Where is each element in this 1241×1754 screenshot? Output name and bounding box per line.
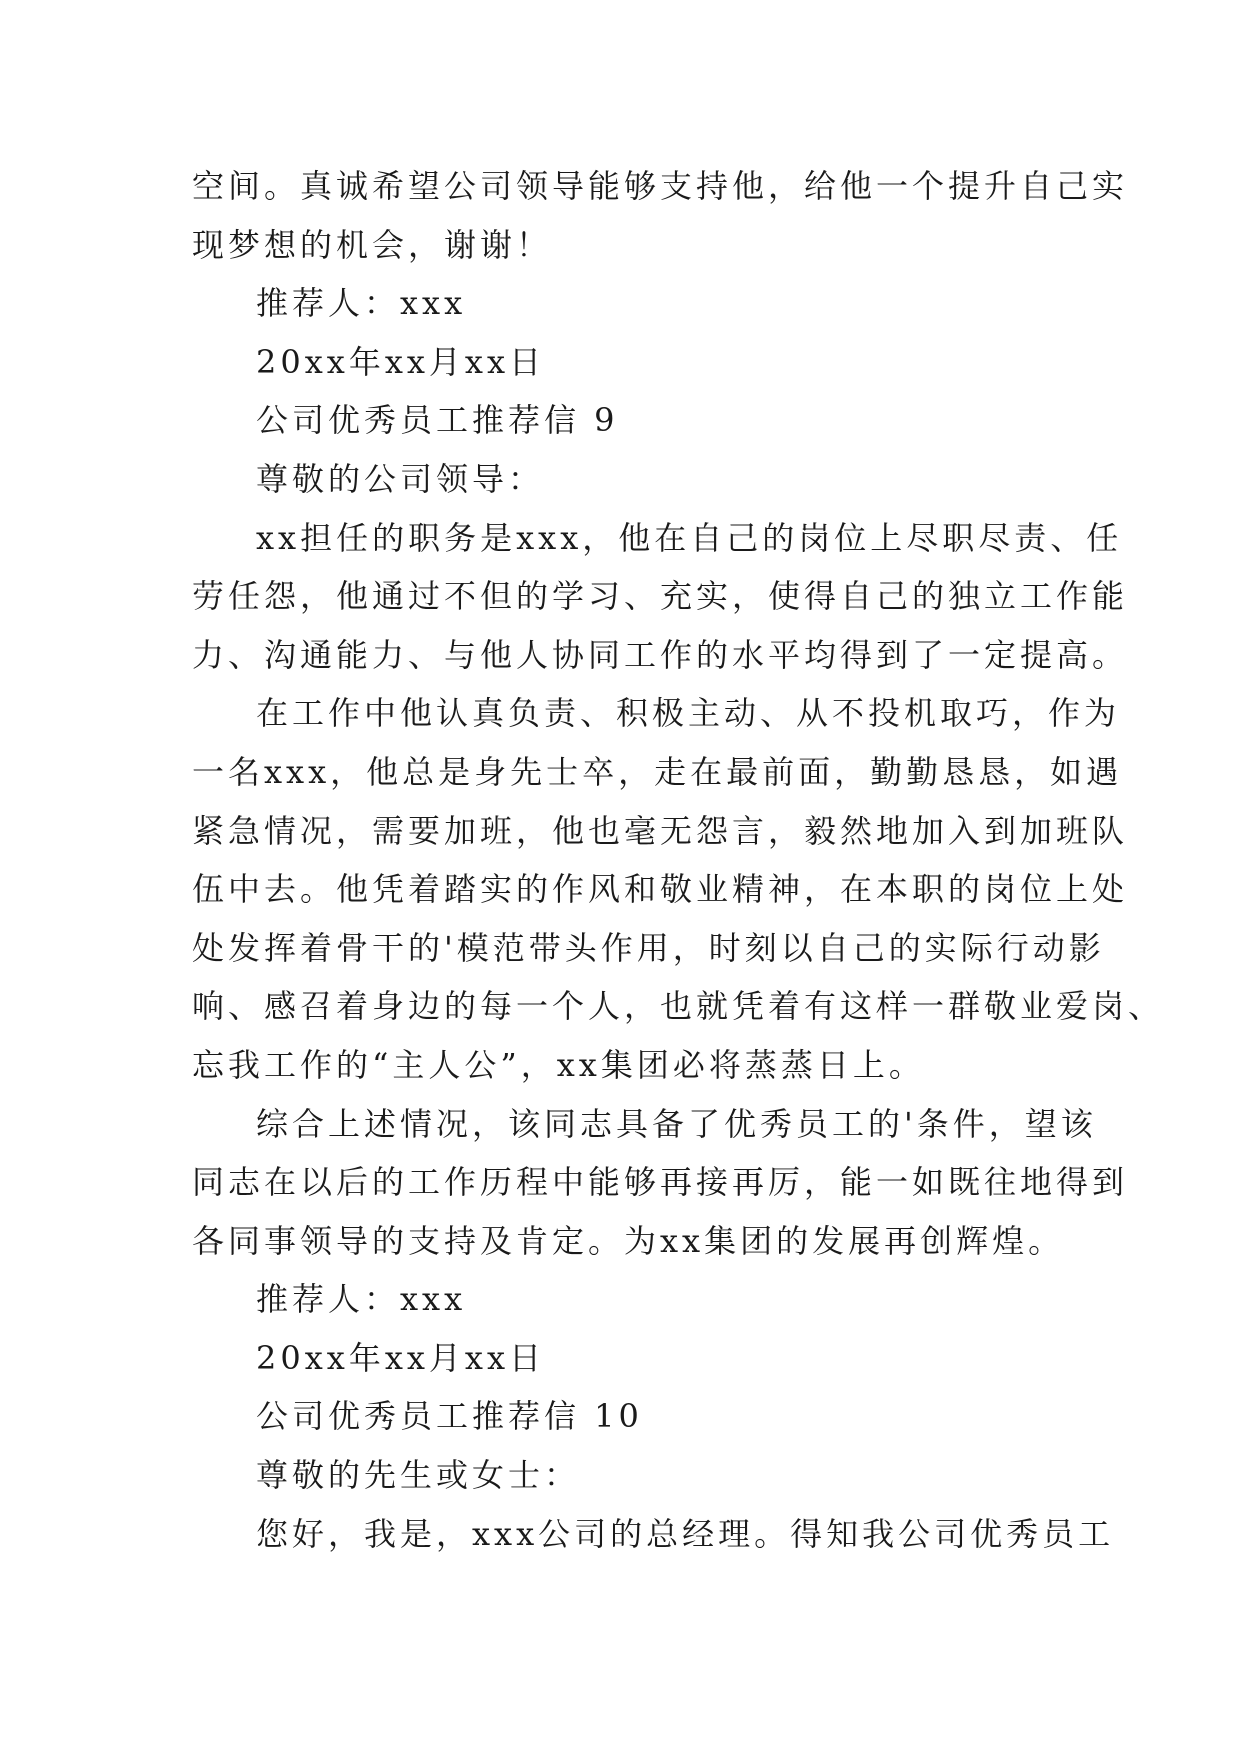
letter-title: 公司优秀员工推荐信 10 [256,1397,643,1436]
text-line: 一名xxx，他总是身先士卒，走在最前面，勤勤恳恳，如遇 [192,752,1123,791]
text-line: xx担任的职务是xxx，他在自己的岗位上尽职尽责、任 [256,518,1123,557]
salutation: 尊敬的先生或女士： [256,1456,581,1495]
text-line: 综合上述情况，该同志具备了优秀员工的'条件，望该 [256,1104,1097,1143]
date-line: 20xx年xx月xx日 [256,1338,546,1377]
letter-title: 公司优秀员工推荐信 9 [256,401,619,440]
text-line: 劳任怨，他通过不但的学习、充实，使得自己的独立工作能 [192,577,1129,616]
text-line: 现梦想的机会，谢谢！ [192,225,553,264]
text-line: 响、感召着身边的每一个人，也就凭着有这样一群敬业爱岗、 [192,987,1165,1026]
text-line: 伍中去。他凭着踏实的作风和敬业精神，在本职的岗位上处 [192,870,1129,909]
salutation: 尊敬的公司领导： [256,459,545,498]
text-line: 紧急情况，需要加班，他也毫无怨言，毅然地加入到加班队 [192,811,1129,850]
text-line: 空间。真诚希望公司领导能够支持他，给他一个提升自己实 [192,167,1129,205]
text-line: 力、沟通能力、与他人协同工作的水平均得到了一定提高。 [192,635,1129,674]
recommender-line: 推荐人：xxx [256,284,467,323]
text-line: 同志在以后的工作历程中能够再接再厉，能一如既往地得到 [192,1163,1129,1202]
text-line: 忘我工作的“主人公”，xx集团必将蒸蒸日上。 [192,1045,925,1084]
recommender-line: 推荐人：xxx [256,1280,467,1319]
document-body [192,157,1165,1563]
text-line: 您好，我是，xxx公司的总经理。得知我公司优秀员工 [256,1514,1115,1553]
text-line: 处发挥着骨干的'模范带头作用，时刻以自己的实际行动影 [192,928,1105,967]
text-line: 各同事领导的支持及肯定。为xx集团的发展再创辉煌。 [192,1221,1065,1260]
date-line: 20xx年xx月xx日 [256,342,546,381]
text-line: 在工作中他认真负责、积极主动、从不投机取巧，作为 [256,694,1121,733]
